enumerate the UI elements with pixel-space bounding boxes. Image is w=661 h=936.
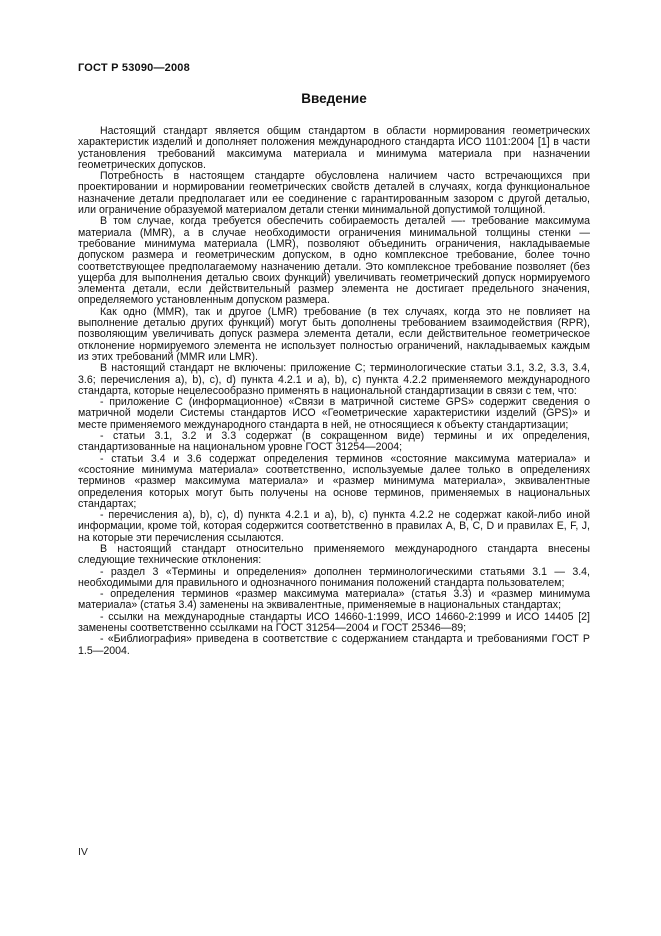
paragraph: - приложение С (информационное) «Связи в матричной системе GPS» содержит сведения о матричной модели Системы стандартов ИСО «Геометрические характеристики изделий (GPS)» и месте применяемого международного стандарта в ней, не относящиеся к объекту стандартизации; xyxy=(78,396,590,431)
standard-designation: ГОСТ Р 53090—2008 xyxy=(78,62,190,74)
document-body xyxy=(78,126,590,657)
paragraph: В том случае, когда требуется обеспечить собираемость деталей —- требование максимума материала (MMR), а в случае необходимости ограничения минимальной толщины стенки — требование минимума материала (LMR), позволяют объединить ограничения, накладываемые допуском размера и геометрическим допуском, в одно комплексное требование, более точно соответствующее предполагаемому назначению детали. Это комплексное требование позволяет (без ущерба для выполнения деталью своих функций) увеличивать геометрический допуск нормируемого элемента детали, если действительный размер элемента не достигает предельного значения, определяемого установленным допуском размера. xyxy=(78,215,590,307)
paragraph: - перечисления a), b), c), d) пункта 4.2.1 и a), b), c) пункта 4.2.2 не содержат какой-либо иной информации, кроме той, которая содержится соответственно в правилах A, B, C, D и правилах E, F, J, на которые эти перечисления ссылаются. xyxy=(78,509,590,544)
paragraph: - ссылки на международные стандарты ИСО 14660-1:1999, ИСО 14660-2:1999 и ИСО 14405 [2] заменены соответственно ссылками на ГОСТ 31254—2004 и ГОСТ 25346—89; xyxy=(78,610,590,635)
page-number: IV xyxy=(78,846,88,858)
paragraph: Настоящий стандарт является общим стандартом в области нормирования геометрических характеристик изделий и дополняет положения международного стандарта ИСО 1101:2004 [1] в части установления требований максимума материала и минимума материала при назначении геометрических допусков. xyxy=(78,125,590,171)
page-title: Введение xyxy=(301,91,367,106)
paragraph: Как одно (MMR), так и другое (LMR) требование (в тех случаях, когда это не повлияет на выполнение деталью других функций) могут быть дополнены требованием взаимодействия (RPR), позволяющим увеличивать допуск размера элемента детали, если действительное геометрическое отклонение нормируемого элемента не использует полностью ограничений, накладываемых каждым из этих требований (MMR или LMR). xyxy=(78,305,590,363)
paragraph: В настоящий стандарт не включены: приложение С; терминологические статьи 3.1, 3.2, 3.3, 3.4, 3.6; перечисления a), b), c), d) пункта 4.2.1 и a), b), c) пункта 4.2.2 применяемого международного стандарта, которые нецелесообразно применять в национальной стандартизации в связи с тем, что: xyxy=(78,362,590,397)
paragraph: - статьи 3.4 и 3.6 содержат определения терминов «состояние максимума материала» и «состояние минимума материала» соответственно, используемые далее только в определениях терминов «размер максимума материала» и «размер минимума материала», эквивалентные определения которых могут быть получены на основе терминов, применяемых в национальных стандартах; xyxy=(78,452,590,510)
paragraph: Потребность в настоящем стандарте обусловлена наличием часто встречающихся при проектировании и нормировании геометрических свойств деталей в случаях, когда функциональное назначение детали предполагает или ее соединение с гарантированным зазором с другой деталью, или ограничение образуемой материалом детали стенки минимальной допустимой толщиной. xyxy=(78,170,590,217)
paragraph: В настоящий стандарт относительно применяемого международного стандарта внесены следующие технические отклонения: xyxy=(78,542,590,567)
paragraph: - определения терминов «размер максимума материала» (статья 3.3) и «размер минимума материала» (статья 3.4) заменены на эквивалентные, применяемые в национальных стандартах; xyxy=(78,588,590,612)
paragraph: - «Библиография» приведена в соответствие с содержанием стандарта и требованиями ГОСТ Р 1.5—2004. xyxy=(78,633,590,657)
paragraph: - раздел 3 «Термины и определения» дополнен терминологическими статьями 3.1 — 3.4, необходимыми для правильного и однозначного понимания положений стандарта пользователем; xyxy=(78,565,590,589)
paragraph: - статьи 3.1, 3.2 и 3.3 содержат (в сокращенном виде) термины и их определения, стандартизованные на национальном уровне ГОСТ 31254—2004; xyxy=(78,430,590,454)
